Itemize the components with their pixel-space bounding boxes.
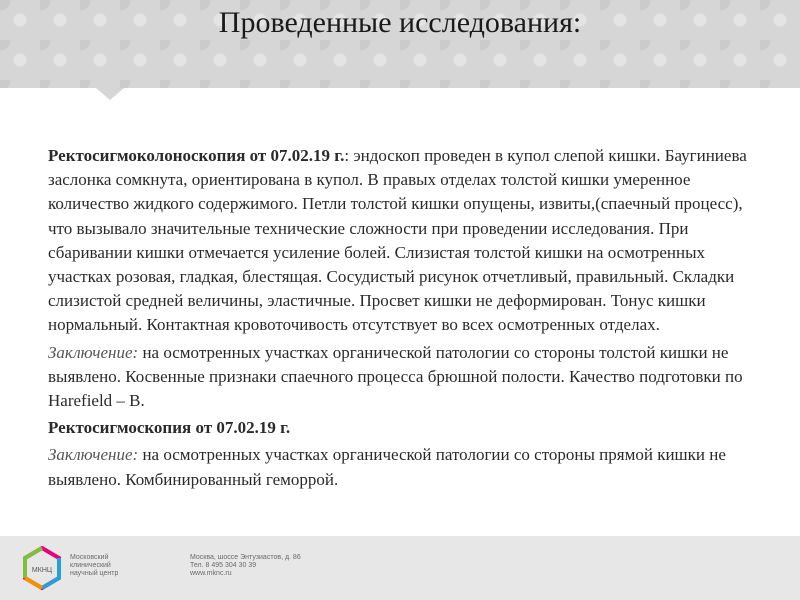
mknc-logo-icon (22, 546, 62, 592)
header-notch (96, 88, 124, 100)
org-name (70, 554, 170, 578)
colonoscopy-heading: Ректосигмоколоноскопия от 07.02.19 г. (48, 146, 345, 165)
sigmoidoscopy-conclusion (48, 443, 760, 491)
sigmoidoscopy-heading: Ректосигмоскопия от 07.02.19 г. (48, 418, 291, 438)
colonoscopy-conclusion (48, 341, 760, 414)
page-title: Проведенные исследования: (218, 6, 582, 39)
org-line: клинический (70, 562, 111, 569)
conclusion-label: Заключение: (48, 342, 139, 362)
conclusion-label: Заключение: (48, 445, 139, 465)
colonoscopy-paragraph (48, 144, 760, 338)
colonoscopy-text: : эндоскоп проведен в купол слепой кишки. Баугиниева заслонка сомкнута, ориентирована в купол. В правых отделах толстой кишки умеренное количество жидкого содержимого. Петли толстой кишки опущены, извиты,(спаечный процесс), что вызывало значительные технические сложности при проведении исследования. При сбаривании кишки отмечается усиление болей. Слизистая толстой кишки на осмотренных участках розовая, гладкая, блестящая. Сосудистый рисунок отчетливый, правильный. Складки слизистой средней величины, эластичные. Просвет кишки не деформирован. Тонус кишки нормальный. Контактная кровоточивость отсутствует во всех осмотренных отделах. (48, 146, 747, 335)
phone: Тел. 8 495 304 30 39 (190, 562, 257, 569)
org-line: научный центр (70, 570, 119, 577)
sigmoidoscopy-heading-paragraph (48, 416, 760, 440)
conclusion-text: на осмотренных участках органической патологии со стороны прямой кишки не выявлено. Комбинированный геморрой. (48, 445, 726, 489)
report-content (48, 144, 760, 495)
website-link[interactable]: www.mknc.ru (190, 570, 232, 577)
address: Москва, шоссе Энтузиастов, д. 86 (190, 554, 301, 561)
conclusion-text: на осмотренных участках органической патологии со стороны толстой кишки не выявлено. Косвенные признаки спаечного процесса брюшной полости. Качество подготовки по Harefield – B. (48, 342, 743, 411)
contact-info (190, 554, 430, 578)
footer-bar (0, 536, 800, 600)
logo-abbr: МКНЦ (31, 567, 53, 574)
org-line: Московский (70, 554, 109, 561)
